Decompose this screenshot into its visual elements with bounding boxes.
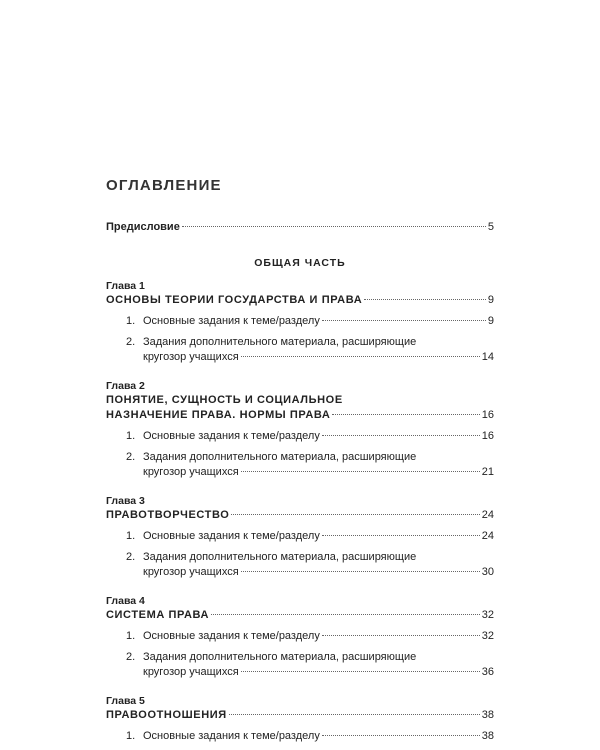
chapter-label: Глава 4 (106, 595, 145, 607)
chapter-title-entry[interactable] (106, 708, 494, 723)
chapter-title-line: НАЗНАЧЕНИЕ ПРАВА. НОРМЫ ПРАВА (106, 409, 331, 421)
subentry-text: Основные задания к теме/разделу (143, 430, 320, 442)
chapter-title-line: СИСТЕМА ПРАВА (106, 609, 210, 621)
dot-leader (332, 414, 479, 415)
subentry-line (126, 314, 494, 329)
subentry-line (126, 550, 494, 565)
subentry-text: кругозор учащихся (143, 566, 239, 578)
toc-subentry[interactable] (106, 529, 494, 544)
dot-leader (241, 471, 480, 472)
page-number: 16 (481, 430, 494, 442)
chapter-title-entry[interactable] (106, 408, 494, 423)
dot-leader (322, 635, 480, 636)
subentry-line (126, 565, 494, 580)
subentry-text: Задания дополнительного материала, расширяющие (143, 451, 417, 463)
subentry-number: 1. (126, 530, 136, 542)
toc-subentry[interactable] (106, 629, 494, 644)
page-number: 36 (481, 666, 494, 678)
subentry-label (126, 529, 320, 544)
page-number: 14 (481, 351, 494, 363)
dot-leader (364, 299, 486, 300)
chapter-label: Глава 1 (106, 280, 145, 292)
subentry-text: Задания дополнительного материала, расширяющие (143, 651, 417, 663)
toc-list (106, 220, 494, 744)
subentry-number: 1. (126, 430, 136, 442)
subentry-line (126, 450, 494, 465)
toc-subentry[interactable] (106, 650, 494, 680)
chapter-title-line: ПРАВООТНОШЕНИЯ (106, 709, 227, 721)
section-heading: ОБЩАЯ ЧАСТЬ (254, 257, 346, 269)
toc-chapter (106, 694, 494, 744)
dot-leader (241, 671, 480, 672)
toc-chapter (106, 379, 494, 480)
toc-subentry[interactable] (106, 550, 494, 580)
toc-chapter (106, 594, 494, 680)
subentry-line (126, 429, 494, 444)
toc-chapter (106, 279, 494, 365)
dot-leader (182, 226, 486, 227)
subentry-label (126, 729, 320, 744)
subentry-number: 2. (126, 651, 136, 663)
subentry-line (126, 335, 494, 350)
page-number: 9 (487, 294, 494, 306)
subentry-text: Основные задания к теме/разделу (143, 315, 320, 327)
subentry-label (126, 629, 320, 644)
page-number: 16 (481, 409, 494, 421)
subentry-text: Основные задания к теме/разделу (143, 630, 320, 642)
toc-subentry[interactable] (106, 314, 494, 329)
entry-label: Предисловие (106, 221, 180, 233)
page-number: 38 (481, 730, 494, 742)
subentry-number: 1. (126, 730, 136, 742)
chapter-title-line: ОСНОВЫ ТЕОРИИ ГОСУДАРСТВА И ПРАВА (106, 294, 363, 306)
dot-leader (229, 714, 480, 715)
dot-leader (211, 614, 480, 615)
subentry-label (126, 314, 320, 329)
subentry-text: кругозор учащихся (143, 666, 239, 678)
subentry-text: Задания дополнительного материала, расширяющие (143, 336, 417, 348)
page-number: 30 (481, 566, 494, 578)
dot-leader (241, 571, 480, 572)
subentry-number: 2. (126, 336, 136, 348)
subentry-number: 1. (126, 630, 136, 642)
dot-leader (322, 435, 480, 436)
dot-leader (322, 535, 480, 536)
page-number: 38 (481, 709, 494, 721)
toc-entry-preface[interactable] (106, 220, 494, 235)
chapter-title-entry[interactable] (106, 608, 494, 623)
page-number: 9 (487, 315, 494, 327)
dot-leader (231, 514, 479, 515)
subentry-line (126, 650, 494, 665)
dot-leader (241, 356, 480, 357)
page-number: 5 (487, 221, 494, 233)
subentry-text: кругозор учащихся (143, 466, 239, 478)
subentry-number: 2. (126, 551, 136, 563)
toc-subentry[interactable] (106, 335, 494, 365)
subentry-line (126, 729, 494, 744)
page-number: 32 (481, 630, 494, 642)
subentry-line (126, 350, 494, 365)
subentry-number: 2. (126, 451, 136, 463)
toc-subentry[interactable] (106, 729, 494, 744)
subentry-text: кругозор учащихся (143, 351, 239, 363)
chapter-label: Глава 5 (106, 695, 145, 707)
page-number: 24 (481, 530, 494, 542)
chapter-list (106, 279, 494, 744)
chapter-title-line[interactable]: ПОНЯТИЕ, СУЩНОСТЬ И СОЦИАЛЬНОЕ (106, 394, 343, 406)
page-number: 21 (481, 466, 494, 478)
subentry-label (126, 429, 320, 444)
subentry-line (126, 629, 494, 644)
toc-chapter (106, 494, 494, 580)
dot-leader (322, 735, 480, 736)
chapter-label: Глава 3 (106, 495, 145, 507)
chapter-title-entry[interactable] (106, 508, 494, 523)
subentry-line (126, 465, 494, 480)
chapter-title-entry[interactable] (106, 293, 494, 308)
toc-heading: ОГЛАВЛЕНИЕ (106, 177, 222, 194)
toc-subentry[interactable] (106, 450, 494, 480)
subentry-text: Основные задания к теме/разделу (143, 730, 320, 742)
subentry-text: Задания дополнительного материала, расширяющие (143, 551, 417, 563)
subentry-text: Основные задания к теме/разделу (143, 530, 320, 542)
subentry-line (126, 665, 494, 680)
dot-leader (322, 320, 486, 321)
subentry-line (126, 529, 494, 544)
toc-subentry[interactable] (106, 429, 494, 444)
chapter-title-line: ПРАВОТВОРЧЕСТВО (106, 509, 230, 521)
chapter-label: Глава 2 (106, 380, 145, 392)
page-number: 24 (481, 509, 494, 521)
subentry-number: 1. (126, 315, 136, 327)
page-number: 32 (481, 609, 494, 621)
